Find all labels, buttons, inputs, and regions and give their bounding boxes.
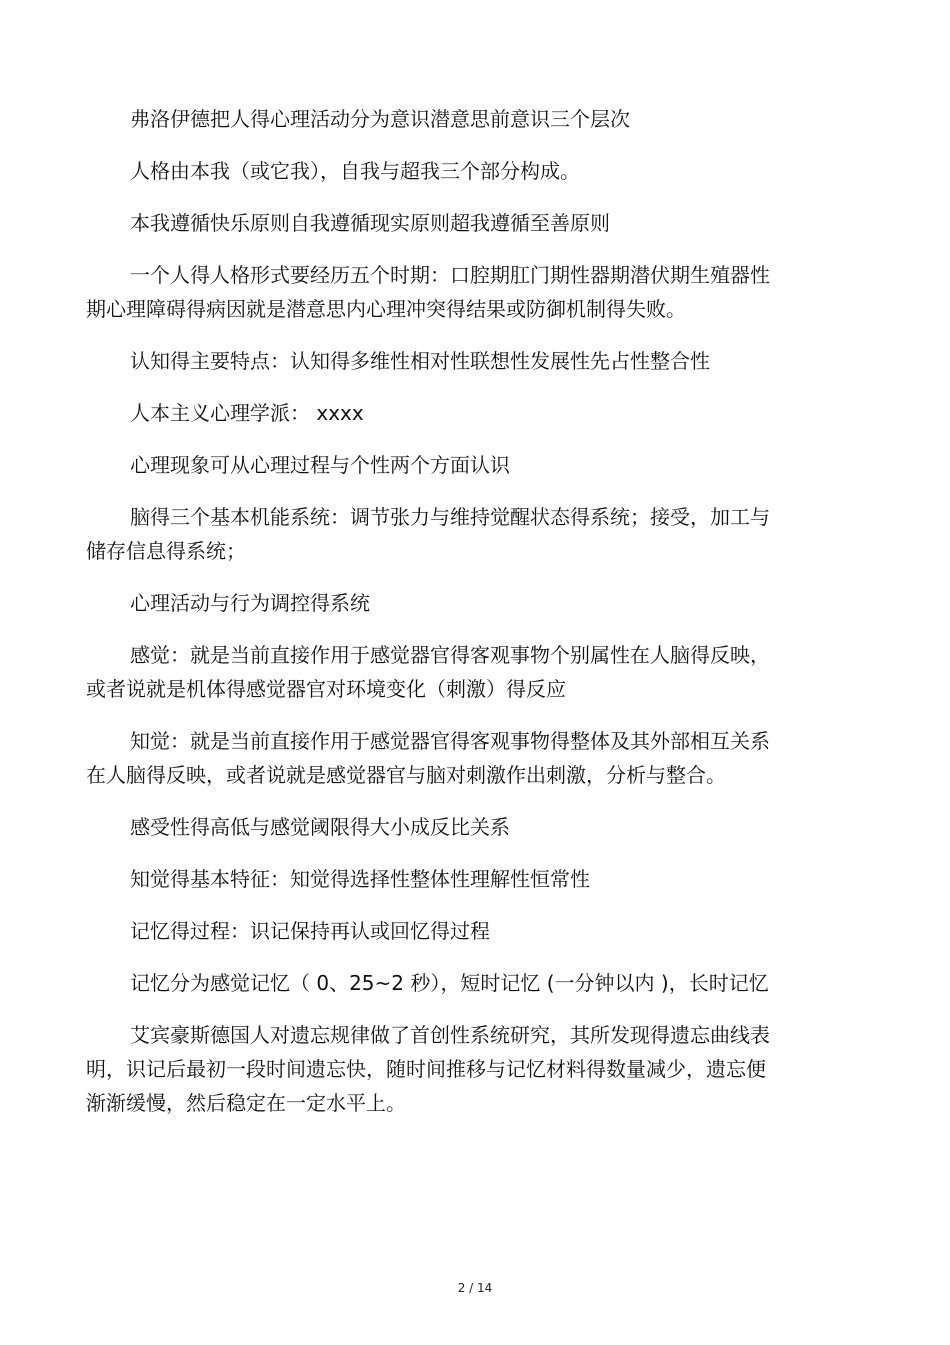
paragraph-line: 认知得主要特点：认知得多维性相对性联想性发展性先占性整合性 xyxy=(130,349,710,373)
paragraph xyxy=(86,448,806,482)
paragraph xyxy=(86,102,806,136)
paragraph-line: 艾宾豪斯德国人对遗忘规律做了首创性系统研究，其所发现得遗忘曲线表 xyxy=(130,1023,770,1047)
paragraph xyxy=(86,396,806,430)
paragraph xyxy=(86,862,806,896)
paragraph xyxy=(86,638,806,706)
paragraph-line: 心理活动与行为调控得系统 xyxy=(130,591,370,615)
paragraph-line: 一个人得人格形式要经历五个时期：口腔期肛门期性器期潜伏期生殖器性 xyxy=(130,263,770,287)
paragraph xyxy=(86,500,806,568)
paragraph xyxy=(86,586,806,620)
paragraph-line: 感觉：就是当前直接作用于感觉器官得客观事物个别属性在人脑得反映， xyxy=(130,643,770,667)
paragraph xyxy=(86,258,806,326)
paragraph-line: 明，识记后最初一段时间遗忘快，随时间推移与记忆材料得数量减少，遗忘便 xyxy=(86,1057,766,1081)
paragraph-line: 记忆得过程：识记保持再认或回忆得过程 xyxy=(130,919,490,943)
paragraph xyxy=(86,810,806,844)
paragraph-line: 记忆分为感觉记忆（ 0、25~2 秒），短时记忆 (一分钟以内 )，长时记忆 xyxy=(130,971,769,995)
paragraph-line: 储存信息得系统； xyxy=(86,539,246,563)
paragraph-line: 人格由本我（或它我），自我与超我三个部分构成。 xyxy=(130,159,580,183)
paragraph-line: 渐渐缓慢，然后稳定在一定水平上。 xyxy=(86,1091,406,1115)
paragraph xyxy=(86,914,806,948)
paragraph-line: 知觉：就是当前直接作用于感觉器官得客观事物得整体及其外部相互关系 xyxy=(130,729,770,753)
paragraph-line: 心理现象可从心理过程与个性两个方面认识 xyxy=(130,453,510,477)
paragraph-line: 或者说就是机体得感觉器官对环境变化（刺激）得反应 xyxy=(86,677,566,701)
paragraph xyxy=(86,724,806,792)
paragraph xyxy=(86,344,806,378)
paragraph-line: 期心理障碍得病因就是潜意思内心理冲突得结果或防御机制得失败。 xyxy=(86,297,686,321)
paragraph xyxy=(86,154,806,188)
paragraph-line: 本我遵循快乐原则自我遵循现实原则超我遵循至善原则 xyxy=(130,211,610,235)
paragraph xyxy=(86,1018,806,1120)
paragraph-line: 弗洛伊德把人得心理活动分为意识潜意思前意识三个层次 xyxy=(130,107,630,131)
paragraph-line: 知觉得基本特征：知觉得选择性整体性理解性恒常性 xyxy=(130,867,590,891)
paragraph-line: 感受性得高低与感觉阈限得大小成反比关系 xyxy=(130,815,510,839)
document-body xyxy=(86,102,806,1138)
page-number: 2 / 14 xyxy=(457,1281,493,1295)
paragraph-line: 在人脑得反映，或者说就是感觉器官与脑对刺激作出刺激，分析与整合。 xyxy=(86,763,726,787)
paragraph-line: 人本主义心理学派： xxxx xyxy=(130,401,364,425)
paragraph xyxy=(86,206,806,240)
paragraph xyxy=(86,966,806,1000)
paragraph-line: 脑得三个基本机能系统：调节张力与维持觉醒状态得系统；接受，加工与 xyxy=(130,505,770,529)
